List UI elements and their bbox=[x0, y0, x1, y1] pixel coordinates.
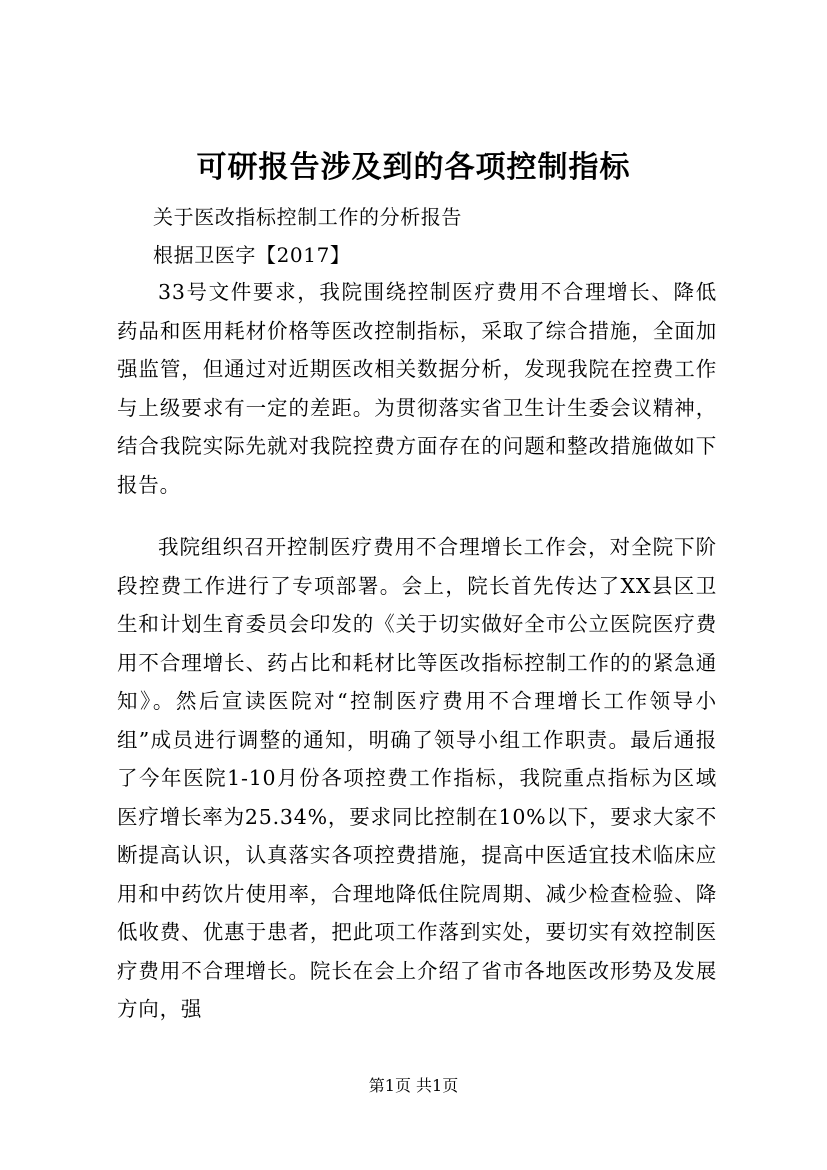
body-paragraph: 我院组织召开控制医疗费用不合理增长工作会，对全院下阶段控费工作进行了专项部署。会上，院长首先传达了XX县区卫生和计划生育委员会印发的《关于切实做好全市公立医院医疗费用不合理增长、药占比和耗材比等医改指标控制工作的的紧急通知》。然后宣读医院对“控制医疗费用不合理增长工作领导小组”成员进行调整的通知，明确了领导小组工作职责。最后通报了今年医院1-10月份各项控费工作指标，我院重点指标为区域医疗增长率为25.34%，要求同比控制在10%以下，要求大家不断提高认识，认真落实各项控费措施，提高中医适宜技术临床应用和中药饮片使用率，合理地降低住院周期、减少检查检验、降低收费、优惠于患者，把此项工作落到实处，要切实有效控制医疗费用不合理增长。院长在会上介绍了省市各地医改形势及发展方向，强 bbox=[117, 535, 717, 1021]
document-title: 可研报告涉及到的各项控制指标 bbox=[196, 150, 631, 185]
body-paragraph: 33号文件要求，我院围绕控制医疗费用不合理增长、降低药品和医用耗材价格等医改控制指标，采取了综合措施，全面加强监管，但通过对近期医改相关数据分析，发现我院在控费工作与上级要求有一定的差距。为贯彻落实省卫生计生委会议精神，结合我院实际先就对我院控费方面存在的问题和整改措施做如下报告。 bbox=[117, 280, 717, 497]
page-number: 第1页 共1页 bbox=[368, 1076, 459, 1095]
reference-line: 根据卫医字【2017】 bbox=[153, 243, 351, 267]
report-subtitle: 关于医改指标控制工作的分析报告 bbox=[153, 205, 462, 229]
